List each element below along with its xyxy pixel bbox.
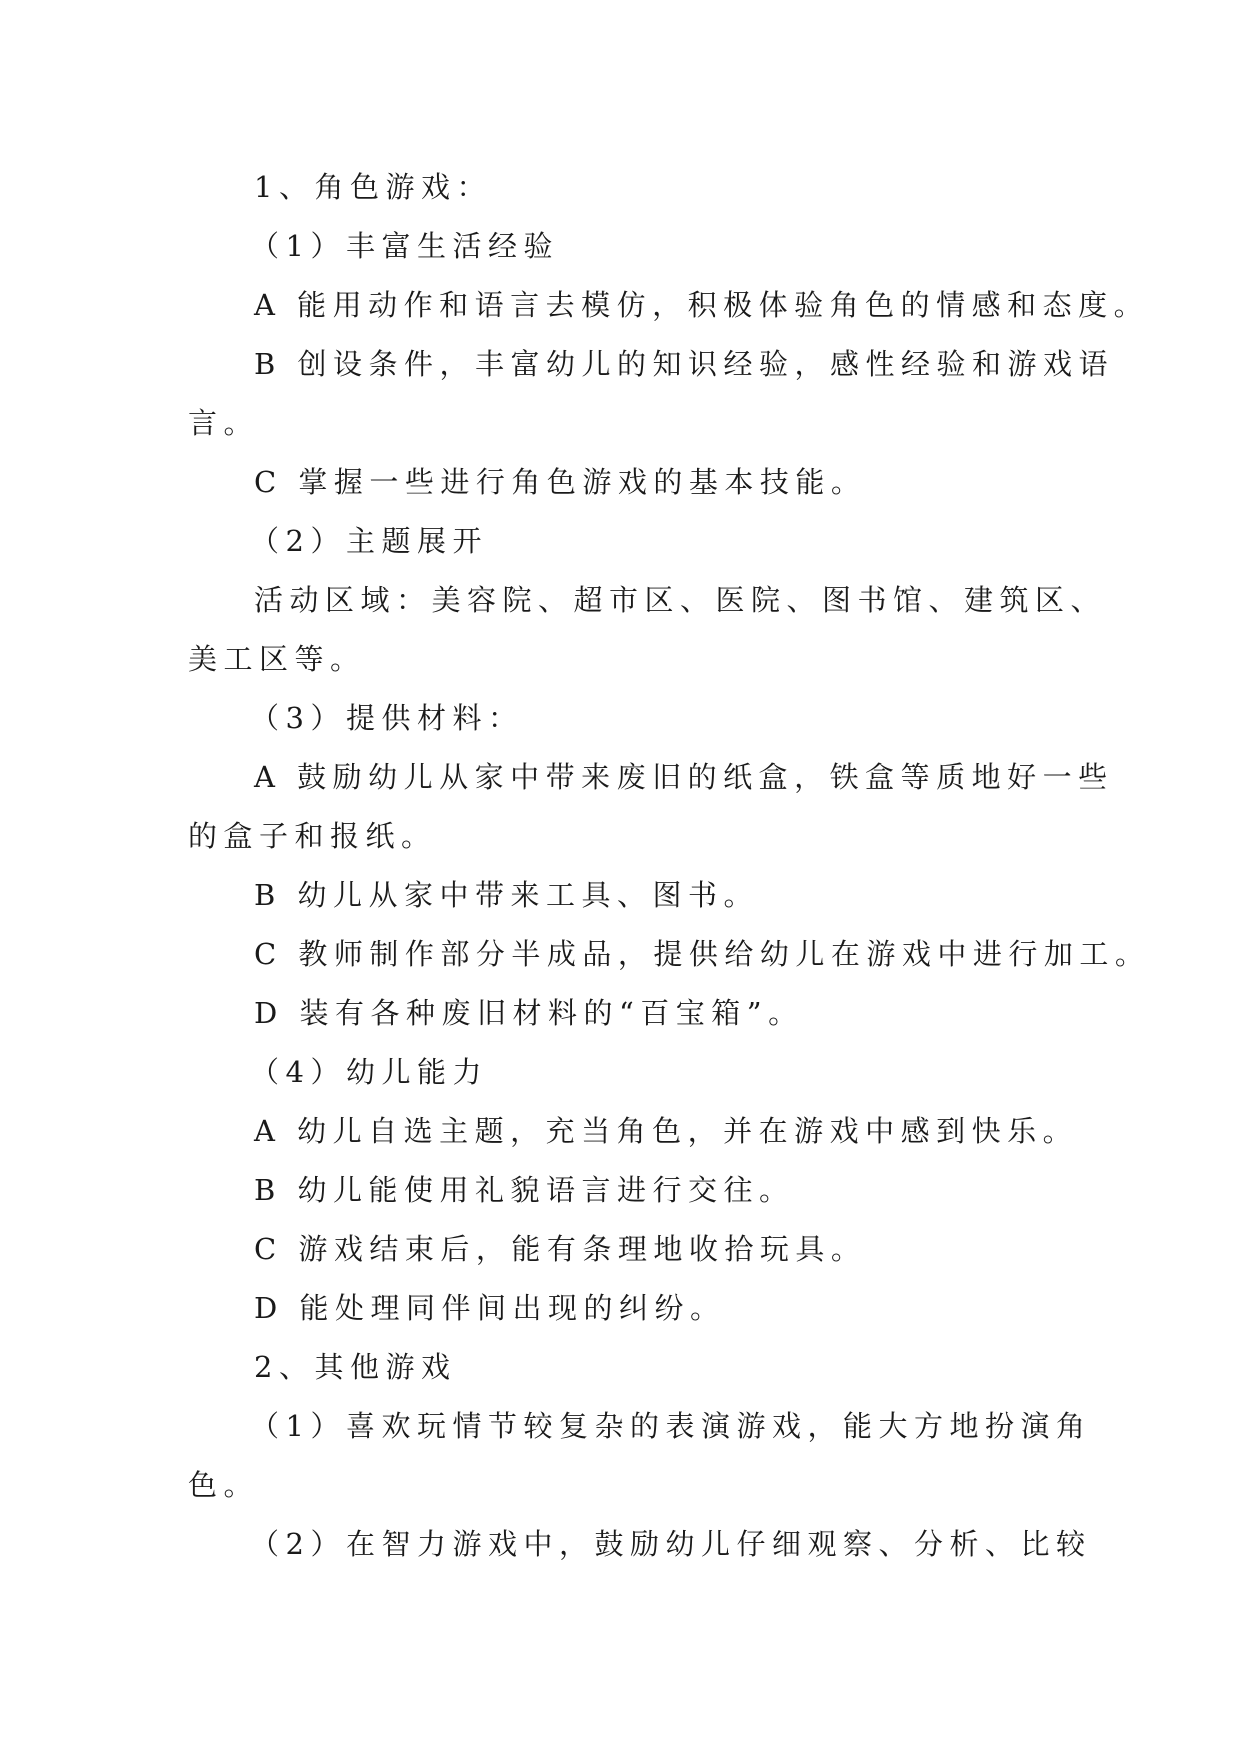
paragraph-line-continued: 色。 xyxy=(188,1468,260,1502)
paragraph-line-continued: 美工区等。 xyxy=(188,642,366,676)
subheading-theme: （2）主题展开 xyxy=(250,524,488,558)
paragraph-line: （2）在智力游戏中，鼓励幼儿仔细观察、分析、比较 xyxy=(250,1527,1092,1561)
subheading-materials: （3）提供材料： xyxy=(250,701,524,735)
paragraph-line: （1）喜欢玩情节较复杂的表演游戏，能大方地扮演角 xyxy=(250,1409,1092,1443)
paragraph-line: B 幼儿从家中带来工具、图书。 xyxy=(254,878,760,912)
paragraph-line: A 幼儿自选主题，充当角色，并在游戏中感到快乐。 xyxy=(254,1114,1079,1148)
paragraph-line: C 教师制作部分半成品，提供给幼儿在游戏中进行加工。 xyxy=(254,937,1151,971)
document-page xyxy=(188,158,1151,1574)
paragraph-line: C 游戏结束后，能有条理地收拾玩具。 xyxy=(254,1232,867,1266)
paragraph-line-continued: 言。 xyxy=(188,406,260,440)
subheading-life-experience: （1）丰富生活经验 xyxy=(250,229,559,263)
paragraph-line-continued: 的盒子和报纸。 xyxy=(188,819,437,853)
paragraph-line: A 鼓励幼儿从家中带来废旧的纸盒，铁盒等质地好一些 xyxy=(254,760,1114,794)
paragraph-line: D 能处理同伴间出现的纠纷。 xyxy=(254,1291,726,1325)
paragraph-line: C 掌握一些进行角色游戏的基本技能。 xyxy=(254,465,867,499)
paragraph-line: B 幼儿能使用礼貌语言进行交往。 xyxy=(254,1173,795,1207)
paragraph-line: D 装有各种废旧材料的“百宝箱”。 xyxy=(254,996,804,1030)
heading-role-play: 1、角色游戏： xyxy=(254,170,492,204)
subheading-abilities: （4）幼儿能力 xyxy=(250,1055,488,1089)
paragraph-line: A 能用动作和语言去模仿，积极体验角色的情感和态度。 xyxy=(254,288,1150,322)
heading-other-games: 2、其他游戏 xyxy=(254,1350,457,1384)
paragraph-line: B 创设条件，丰富幼儿的知识经验，感性经验和游戏语 xyxy=(254,347,1115,381)
paragraph-line: 活动区域：美容院、超市区、医院、图书馆、建筑区、 xyxy=(254,583,1107,617)
